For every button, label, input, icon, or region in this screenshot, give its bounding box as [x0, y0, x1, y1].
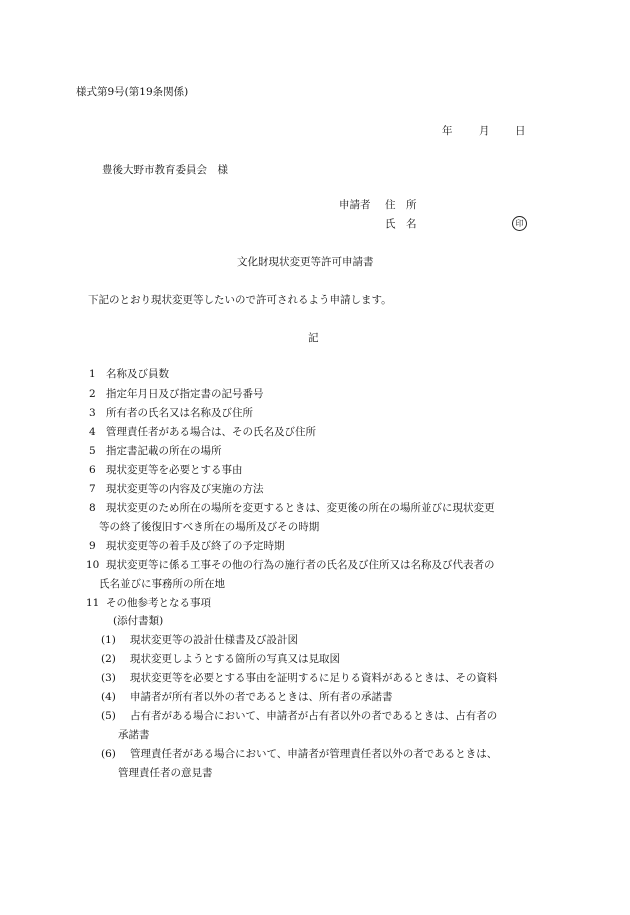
item-number: 7 — [89, 483, 96, 495]
item-text: 現状変更等の着手及び終了の予定時期 — [106, 540, 285, 552]
item-text: 現状変更等に係る工事その他の行為の施行者の氏名及び住所又は名称及び代表者の — [106, 559, 495, 571]
attachment-number: (1) — [101, 634, 116, 646]
attachment-text: 占有者がある場合において、申請者が占有者以外の者であるときは、占有者の — [130, 710, 498, 722]
item-number: 4 — [89, 426, 96, 438]
item-text-continued: 等の終了後復旧すべき所在の場所及びその時期 — [99, 521, 320, 533]
item-number: 1 — [89, 368, 96, 380]
item-number: 9 — [89, 540, 96, 552]
item-text: 指定年月日及び指定書の記号番号 — [106, 388, 264, 400]
intro-text: 下記のとおり現状変更等したいので許可されるよう申請します。 — [88, 294, 392, 306]
item-text: 指定書記載の所在の場所 — [106, 445, 222, 457]
attachment-number: (3) — [101, 672, 116, 684]
item-number: 8 — [89, 502, 96, 514]
attachment-text: 現状変更等の設計仕様書及び設計図 — [130, 634, 298, 646]
attachment-text-continued: 承諾書 — [118, 729, 150, 741]
item-number: 5 — [89, 445, 96, 457]
attachment-number: (2) — [101, 653, 116, 665]
ki-heading: 記 — [308, 332, 319, 344]
item-number: 11 — [86, 597, 100, 609]
applicant-label: 申請者 — [339, 199, 371, 211]
attachment-text: 現状変更等を必要とする事由を証明するに足りる資料があるときは、その資料 — [130, 672, 498, 684]
attachment-text-continued: 管理責任者の意見書 — [118, 767, 213, 779]
date-month: 月 — [479, 125, 490, 137]
seal-mark: 印 — [512, 216, 527, 231]
attachment-number: (6) — [101, 748, 116, 760]
document-title: 文化財現状変更等許可申請書 — [237, 256, 374, 268]
item-number: 2 — [89, 388, 96, 400]
attachment-text: 現状変更しようとする箇所の写真又は見取図 — [130, 653, 340, 665]
item-text: 現状変更等の内容及び実施の方法 — [106, 483, 264, 495]
attachment-text: 申請者が所有者以外の者であるときは、所有者の承諾書 — [130, 691, 393, 703]
item-text: 管理責任者がある場合は、その氏名及び住所 — [106, 426, 316, 438]
item-text: 所有者の氏名又は名称及び住所 — [106, 407, 253, 419]
item-text: 現状変更等を必要とする事由 — [106, 464, 243, 476]
applicant-name-label: 氏 名 — [385, 218, 417, 230]
date-year: 年 — [442, 125, 453, 137]
attachment-text: 管理責任者がある場合において、申請者が管理責任者以外の者であるときは、 — [130, 748, 498, 760]
applicant-address-label: 住 所 — [385, 199, 417, 211]
form-label: 様式第9号(第19条関係) — [76, 86, 189, 98]
attachment-number: (5) — [101, 710, 116, 722]
item-text: 名称及び員数 — [106, 368, 169, 380]
item-number: 10 — [86, 559, 100, 571]
item-text: 現状変更のため所在の場所を変更するときは、変更後の所在の場所並びに現状変更 — [106, 502, 495, 514]
attachment-number: (4) — [101, 691, 116, 703]
addressee: 豊後大野市教育委員会 様 — [102, 164, 228, 176]
item-number: 3 — [89, 407, 96, 419]
attachments-heading: (添付書類) — [113, 615, 164, 627]
date-day: 日 — [515, 125, 526, 137]
item-text: その他参考となる事項 — [106, 597, 211, 609]
item-number: 6 — [89, 464, 96, 476]
item-text-continued: 氏名並びに事務所の所在地 — [99, 578, 225, 590]
